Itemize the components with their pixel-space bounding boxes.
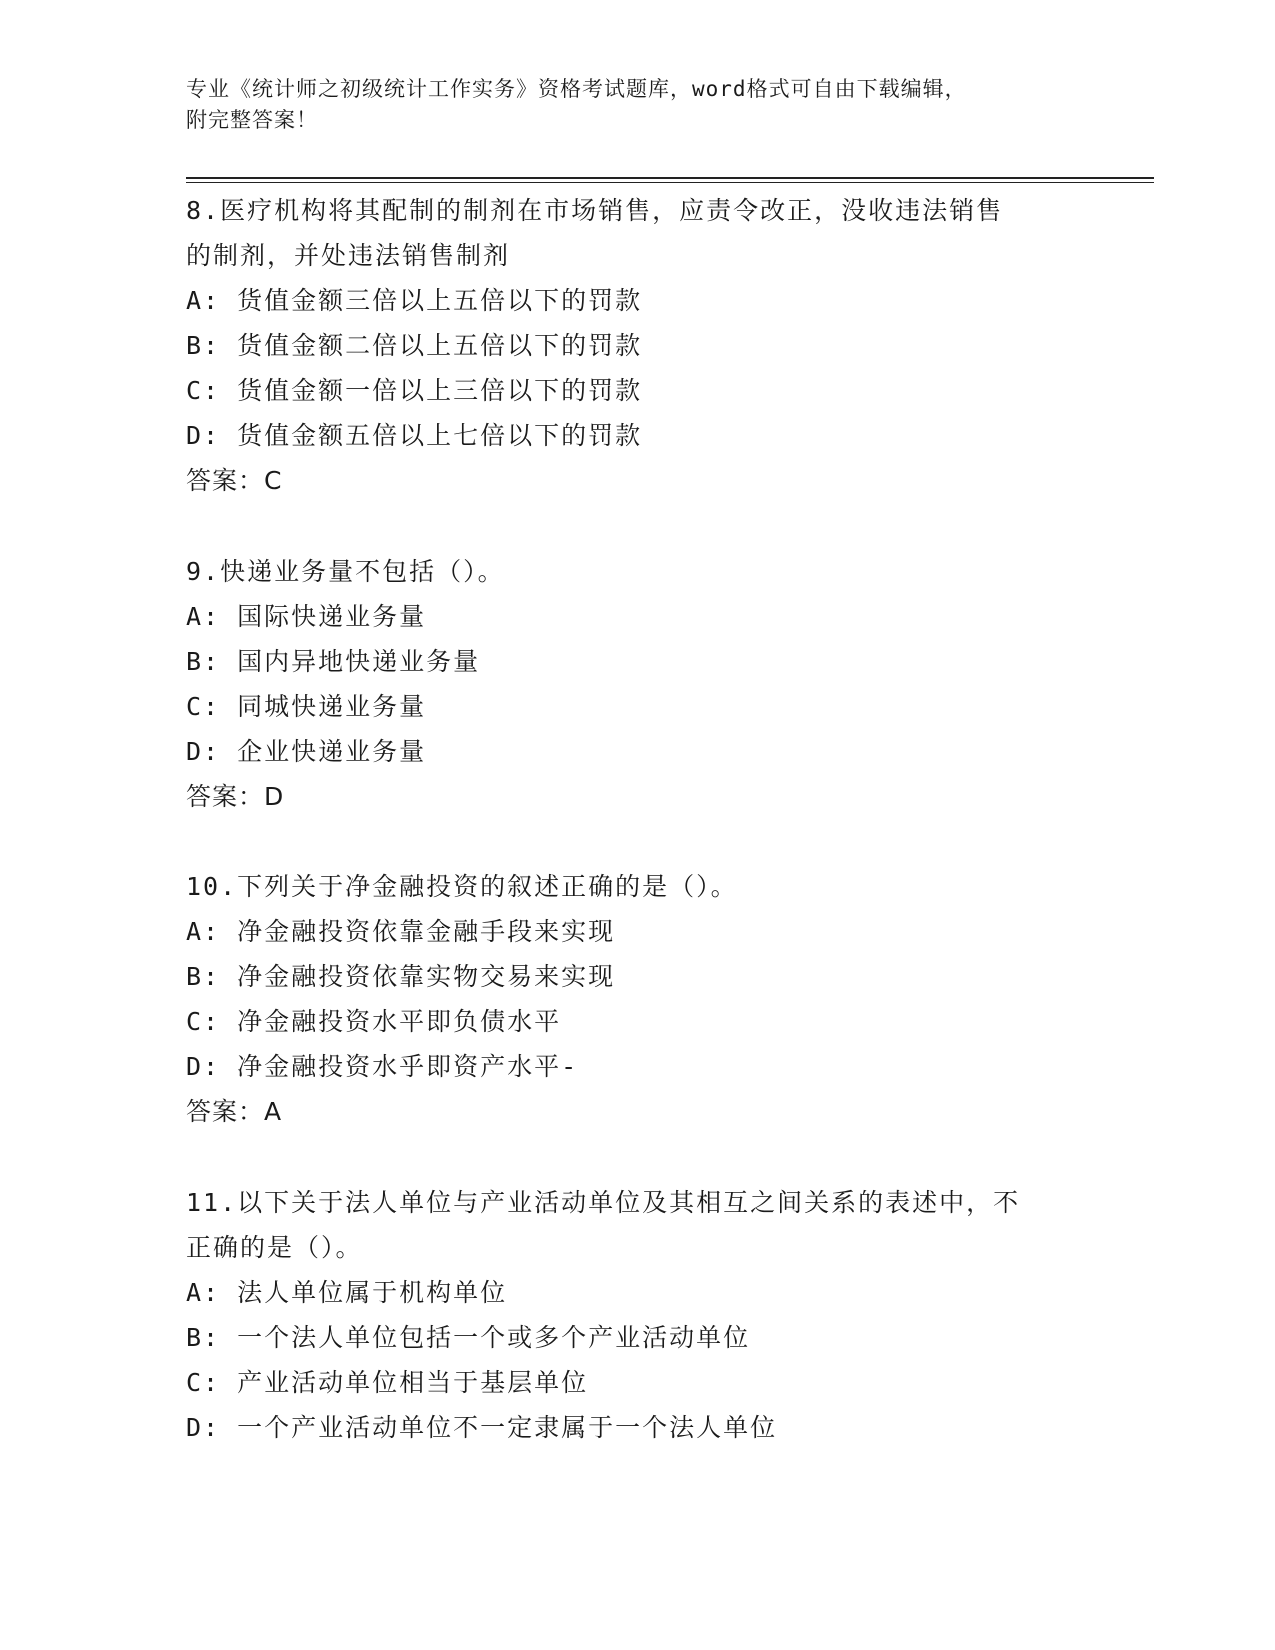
header-line-1: 专业《统计师之初级统计工作实务》资格考试题库，word格式可自由下载编辑， — [186, 77, 967, 101]
option-c: C: 净金融投资水平即负债水平 — [186, 1007, 562, 1036]
question-stem-line-1: 8.医疗机构将其配制的制剂在市场销售，应责令改正，没收违法销售 — [186, 196, 1004, 225]
option-c: C: 产业活动单位相当于基层单位 — [186, 1368, 589, 1397]
option-b: B: 货值金额二倍以上五倍以下的罚款 — [186, 331, 643, 360]
question-8 — [186, 188, 1086, 503]
option-a: A: 法人单位属于机构单位 — [186, 1278, 508, 1307]
option-d: D: 一个产业活动单位不一定隶属于一个法人单位 — [186, 1413, 778, 1442]
question-9 — [186, 549, 1086, 819]
document-header — [186, 74, 1066, 136]
option-c: C: 货值金额一倍以上三倍以下的罚款 — [186, 376, 643, 405]
question-stem-line-1: 11.以下关于法人单位与产业活动单位及其相互之间关系的表述中，不 — [186, 1188, 1021, 1217]
option-a: A: 货值金额三倍以上五倍以下的罚款 — [186, 286, 643, 315]
question-10 — [186, 864, 1086, 1134]
option-d: D: 企业快递业务量 — [186, 737, 427, 766]
question-stem-line-1: 9.快递业务量不包括（）。 — [186, 557, 505, 586]
answer-label: 答案：A — [186, 1097, 283, 1126]
option-c: C: 同城快递业务量 — [186, 692, 427, 721]
header-line-2: 附完整答案！ — [186, 108, 318, 132]
option-d: D: 净金融投资水乎即资产水平- — [186, 1052, 579, 1081]
question-stem-line-1: 10.下列关于净金融投资的叙述正确的是（）。 — [186, 872, 738, 901]
header-divider-thin — [186, 182, 1154, 183]
option-b: B: 净金融投资依靠实物交易来实现 — [186, 962, 616, 991]
option-b: B: 一个法人单位包括一个或多个产业活动单位 — [186, 1323, 751, 1352]
option-d: D: 货值金额五倍以上七倍以下的罚款 — [186, 421, 643, 450]
question-stem-line-2: 的制剂，并处违法销售制剂 — [186, 241, 511, 270]
question-stem-line-2: 正确的是（）。 — [186, 1233, 363, 1262]
header-divider-thick — [186, 177, 1154, 179]
question-11 — [186, 1180, 1086, 1450]
answer-label: 答案：C — [186, 466, 283, 495]
option-a: A: 国际快递业务量 — [186, 602, 427, 631]
option-a: A: 净金融投资依靠金融手段来实现 — [186, 917, 616, 946]
option-b: B: 国内异地快递业务量 — [186, 647, 481, 676]
answer-label: 答案：D — [186, 782, 285, 811]
